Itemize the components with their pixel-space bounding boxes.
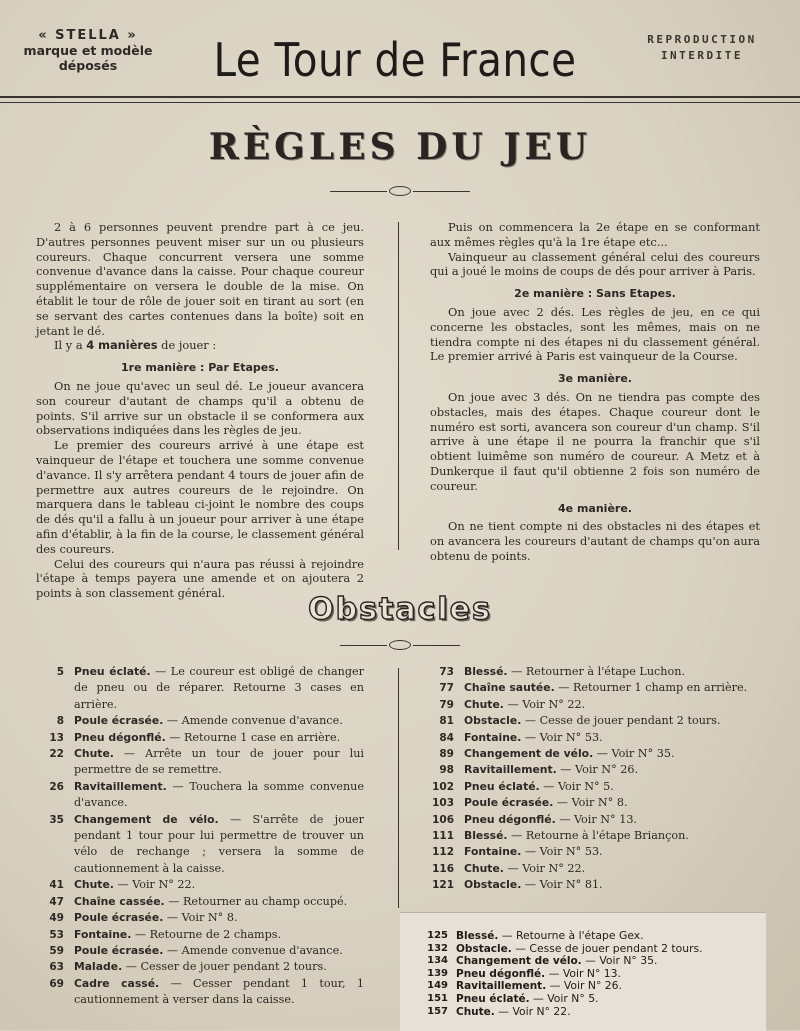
obstacle-effect: — S'arrête de jouer pendant 1 tour pour lui permettre de trouver un vélo de rechange ; versera la somme de cautionnement à la caisse. bbox=[74, 812, 365, 875]
obstacle-description bbox=[64, 943, 364, 959]
obstacle-description bbox=[454, 680, 774, 696]
obstacles-left-list bbox=[12, 664, 364, 1009]
obstacle-description bbox=[454, 812, 774, 828]
rules-paragraph bbox=[36, 338, 364, 353]
obstacle-description bbox=[454, 746, 774, 762]
rules-text: Il y a bbox=[54, 338, 87, 353]
obstacle-effect: — Voir N° 22. bbox=[117, 878, 196, 892]
obstacle-item bbox=[404, 762, 774, 778]
manner-heading-1: 1re manière : Par Etapes. bbox=[121, 361, 279, 375]
obstacle-effect: — Voir N° 35. bbox=[596, 747, 675, 761]
brand-line-1: marque et modèle bbox=[23, 43, 153, 58]
obstacle-description bbox=[64, 730, 364, 746]
rules-paragraph: Le premier des coureurs arrivé à une étape est vainqueur de l'étape et touchera une somme convenue d'avance. Il s'y arrêtera pendant 4 tours de jouer afin de permettre aux autres coureurs de le rejoindre. On marquera dans le tableau ci-joint le nombre des coups de dés qu'il a fallu à un joueur pour arriver à une étape afin d'établir, à la fin de la course, le classement général des coureurs. bbox=[36, 438, 364, 556]
obstacle-number: 134 bbox=[427, 955, 448, 967]
obstacle-effect: — Voir N° 8. bbox=[556, 796, 628, 810]
obstacle-description bbox=[448, 1006, 748, 1019]
obstacle-effect: — Voir N° 35. bbox=[585, 954, 658, 968]
obstacle-effect: — Retourne de 2 champs. bbox=[134, 927, 282, 941]
rules-paragraph: 2 à 6 personnes peuvent prendre part à ce jeu. D'autres personnes peuvent miser sur un ou plusieurs coureurs. Chaque concurrent versera une somme convenue d'avance dans la caisse. Pour chaque coureur supplémentaire on versera le double de la mise. On établit le tour de rôle de jouer soit en tirant au sort (en se servant des cartes contenues dans la boîte) soit en jetant le dé. bbox=[36, 220, 364, 338]
obstacle-name: Fontaine. bbox=[464, 730, 522, 744]
obstacle-description bbox=[64, 713, 364, 729]
obstacle-description bbox=[64, 894, 364, 910]
obstacle-number: 106 bbox=[432, 813, 454, 826]
obstacles-column-divider bbox=[398, 668, 399, 908]
rules-paragraph: Celui des coureurs qui n'aura pas réussi à rejoindre l'étape à temps payera une amende et on ajoutera 2 points à son classement général. bbox=[36, 556, 364, 601]
obstacle-effect: — Cesser pendant 1 tour, 1 cautionnement à verser dans la caisse. bbox=[74, 976, 365, 1007]
obstacle-description bbox=[448, 993, 748, 1006]
obstacle-item bbox=[12, 713, 364, 729]
obstacle-description bbox=[454, 844, 774, 860]
rules-heading: RÈGLES DU JEU bbox=[208, 126, 592, 168]
reproduction-line-1: REPRODUCTION bbox=[647, 33, 757, 46]
obstacle-number: 49 bbox=[49, 912, 64, 925]
obstacle-name: Ravitaillement. bbox=[456, 980, 547, 993]
obstacle-number: 157 bbox=[427, 1005, 448, 1017]
obstacle-item bbox=[12, 779, 364, 812]
obstacle-number: 84 bbox=[439, 731, 454, 744]
rules-paragraph: Vainqueur au classement général celui des coureurs qui a joué le moins de coups de dés pour arriver à Paris. bbox=[430, 249, 760, 279]
obstacles-right-list bbox=[404, 664, 774, 894]
obstacle-item bbox=[404, 812, 774, 828]
obstacle-name: Poule écrasée. bbox=[74, 911, 164, 925]
obstacle-name: Pneu éclaté. bbox=[74, 665, 151, 678]
obstacle-item bbox=[404, 680, 774, 696]
obstacle-item bbox=[404, 795, 774, 811]
obstacle-number: 5 bbox=[56, 666, 64, 678]
obstacle-number: 125 bbox=[427, 930, 448, 941]
obstacle-effect: — Voir N° 13. bbox=[548, 966, 621, 980]
obstacle-effect: — Voir N° 13. bbox=[559, 812, 637, 826]
obstacle-item bbox=[12, 927, 364, 943]
rules-paragraph: On ne tient compte ni des obstacles ni des étapes et on avancera les coureurs d'autant de champs qu'on aura obtenu de points. bbox=[430, 519, 760, 563]
obstacle-number: 149 bbox=[427, 980, 448, 992]
obstacle-number: 47 bbox=[49, 895, 64, 908]
obstacle-name: Pneu dégonflé. bbox=[74, 730, 166, 744]
obstacle-item bbox=[12, 976, 364, 1009]
obstacle-description bbox=[454, 795, 774, 811]
obstacle-number: 102 bbox=[432, 780, 454, 793]
obstacle-effect: — Retourner 1 champ en arrière. bbox=[558, 681, 748, 695]
obstacle-number: 77 bbox=[439, 682, 454, 695]
obstacle-name: Pneu éclaté. bbox=[464, 779, 540, 793]
obstacle-name: Obstacle. bbox=[464, 878, 522, 892]
obstacle-description bbox=[454, 828, 774, 844]
obstacle-item bbox=[12, 746, 364, 779]
obstacle-number: 8 bbox=[56, 715, 64, 728]
obstacle-effect: — Retourner au champ occupé. bbox=[168, 894, 348, 908]
obstacle-name: Pneu éclaté. bbox=[456, 992, 530, 1005]
obstacle-effect: — Voir N° 5. bbox=[533, 991, 599, 1005]
obstacle-number: 81 bbox=[439, 715, 454, 728]
obstacle-number: 116 bbox=[432, 862, 454, 875]
header-rule bbox=[0, 96, 800, 103]
obstacle-item bbox=[12, 730, 364, 746]
obstacle-description bbox=[454, 697, 774, 713]
obstacle-description bbox=[64, 927, 364, 943]
obstacle-description bbox=[454, 877, 774, 893]
obstacle-description bbox=[454, 779, 774, 795]
obstacle-description bbox=[64, 746, 364, 779]
obstacle-item bbox=[408, 1006, 748, 1019]
obstacle-effect: — Voir N° 26. bbox=[560, 763, 639, 777]
rules-left-column bbox=[36, 220, 364, 601]
obstacle-item bbox=[404, 730, 774, 746]
obstacle-name: Fontaine. bbox=[464, 845, 522, 859]
obstacle-item bbox=[404, 746, 774, 762]
ornament-knot-icon bbox=[389, 640, 411, 650]
obstacle-effect: — Retourne 1 case en arrière. bbox=[169, 730, 341, 744]
obstacle-effect: — Voir N° 8. bbox=[166, 911, 238, 925]
obstacle-number: 89 bbox=[439, 748, 454, 761]
obstacle-name: Chute. bbox=[74, 747, 114, 761]
ornament-knot-icon bbox=[389, 186, 411, 196]
obstacle-item bbox=[404, 697, 774, 713]
obstacle-item bbox=[404, 861, 774, 877]
obstacle-name: Ravitaillement. bbox=[464, 763, 557, 777]
obstacle-name: Chute. bbox=[74, 878, 114, 892]
obstacle-item bbox=[404, 844, 774, 860]
obstacle-description bbox=[454, 762, 774, 778]
rules-right-column bbox=[430, 220, 760, 564]
obstacle-item bbox=[12, 664, 364, 713]
obstacle-name: Blessé. bbox=[464, 665, 508, 678]
obstacle-name: Poule écrasée. bbox=[74, 714, 164, 728]
obstacle-number: 35 bbox=[49, 813, 64, 826]
brand-name: « STELLA » bbox=[38, 28, 138, 43]
obstacle-number: 112 bbox=[432, 846, 454, 859]
brand-block bbox=[8, 28, 168, 73]
obstacle-item bbox=[12, 812, 364, 878]
obstacle-description bbox=[64, 976, 364, 1009]
rules-paragraph: Puis on commencera la 2e étape en se conformant aux mêmes règles qu'à la 1re étape etc... bbox=[430, 220, 760, 249]
obstacle-description bbox=[64, 959, 364, 975]
obstacle-number: 79 bbox=[439, 698, 454, 711]
obstacle-name: Changement de vélo. bbox=[456, 955, 582, 968]
obstacle-effect: — Retourne à l'étape Briançon. bbox=[511, 829, 689, 843]
rules-ornament bbox=[330, 186, 470, 196]
obstacle-name: Obstacle. bbox=[456, 942, 512, 955]
obstacle-item bbox=[408, 943, 748, 956]
obstacle-effect: — Voir N° 26. bbox=[549, 979, 622, 993]
obstacle-description bbox=[454, 861, 774, 877]
obstacle-effect: — Cesse de jouer pendant 2 tours. bbox=[524, 714, 721, 728]
obstacle-item bbox=[12, 910, 364, 926]
obstacle-number: 13 bbox=[49, 731, 64, 744]
obstacle-effect: — Voir N° 53. bbox=[524, 845, 603, 859]
obstacle-effect: — Cesse de jouer pendant 2 tours. bbox=[515, 941, 703, 955]
rules-paragraph: On joue avec 3 dés. On ne tiendra pas compte des obstacles, mais des étapes. Chaque coureur dont le numéro est sorti, avancera son coureur d'un champ. S'il arrive à une étape il ne pourra la franchir que s'il obtient luimême son numéro de coureur. A Metz et à Dunkerque il faut qu'il obtienne 2 fois son numéro de coureur. bbox=[430, 389, 760, 493]
obstacle-name: Poule écrasée. bbox=[464, 796, 554, 810]
reproduction-notice bbox=[612, 32, 792, 64]
obstacle-effect: — Voir N° 81. bbox=[524, 878, 603, 892]
obstacle-number: 132 bbox=[427, 942, 448, 954]
obstacle-name: Changement de vélo. bbox=[464, 747, 594, 761]
obstacle-item bbox=[12, 943, 364, 959]
obstacle-effect: — Arrête un tour de jouer pour lui permettre de se remettre. bbox=[74, 747, 364, 777]
obstacle-description bbox=[454, 713, 774, 729]
obstacle-effect: — Amende convenue d'avance. bbox=[166, 714, 343, 728]
obstacle-name: Ravitaillement. bbox=[74, 779, 167, 793]
obstacle-name: Chute. bbox=[456, 1005, 495, 1018]
obstacle-effect: — Voir N° 22. bbox=[498, 1004, 571, 1018]
obstacle-name: Changement de vélo. bbox=[74, 812, 219, 826]
obstacle-effect: — Voir N° 22. bbox=[507, 861, 586, 875]
obstacle-name: Blessé. bbox=[464, 829, 508, 843]
obstacle-item bbox=[404, 664, 774, 680]
obstacle-number: 111 bbox=[432, 830, 454, 843]
obstacle-effect: — Retourner à l'étape Luchon. bbox=[511, 665, 686, 678]
obstacle-description bbox=[64, 910, 364, 926]
obstacle-name: Fontaine. bbox=[74, 927, 132, 941]
obstacle-name: Pneu dégonflé. bbox=[464, 812, 556, 826]
obstacle-number: 73 bbox=[439, 666, 454, 678]
pasted-obstacles-list bbox=[408, 930, 748, 1018]
rules-column-divider bbox=[398, 222, 399, 550]
obstacle-number: 103 bbox=[432, 797, 454, 810]
obstacle-description bbox=[454, 730, 774, 746]
obstacle-effect: — Touchera la somme convenue d'avance. bbox=[74, 779, 365, 810]
obstacle-name: Chaîne cassée. bbox=[74, 894, 165, 908]
obstacle-name: Chute. bbox=[464, 861, 504, 875]
obstacle-number: 22 bbox=[49, 748, 64, 761]
obstacle-description bbox=[64, 664, 364, 713]
obstacle-effect: — Cesser de jouer pendant 2 tours. bbox=[125, 960, 327, 974]
obstacle-number: 139 bbox=[427, 967, 448, 979]
obstacle-number: 121 bbox=[432, 879, 454, 892]
obstacle-item bbox=[12, 959, 364, 975]
obstacle-name: Chaîne sautée. bbox=[464, 681, 555, 695]
rules-paragraph: On ne joue qu'avec un seul dé. Le joueur avancera son coureur d'autant de champs qu'il a obtenu de points. S'il arrive sur un obstacle il se conformera aux observations indiquées dans les règles de jeu. bbox=[36, 378, 364, 438]
obstacle-effect: — Voir N° 22. bbox=[507, 697, 586, 711]
obstacle-description bbox=[64, 812, 364, 878]
obstacle-item bbox=[404, 779, 774, 795]
obstacle-number: 53 bbox=[49, 928, 64, 941]
obstacle-item bbox=[12, 877, 364, 893]
obstacle-effect: — Le coureur est obligé de changer de pneu ou de réparer. Retourne 3 cases en arrière. bbox=[74, 665, 364, 711]
obstacle-number: 98 bbox=[439, 764, 454, 777]
obstacle-description bbox=[64, 779, 364, 812]
rules-paragraph: On joue avec 2 dés. Les règles de jeu, en ce qui concerne les obstacles, sont les mêmes, mais on ne tiendra compte ni des étapes ni du classement général. Le premier arrivé à Paris est vainqueur de la Course. bbox=[430, 304, 760, 364]
obstacle-name: Cadre cassé. bbox=[74, 976, 160, 990]
manner-heading-2: 2e manière : Sans Etapes. bbox=[514, 287, 676, 301]
obstacles-ornament bbox=[340, 640, 460, 650]
obstacle-item bbox=[404, 828, 774, 844]
brand-line-2: déposés bbox=[58, 58, 118, 73]
obstacle-description bbox=[64, 877, 364, 893]
obstacle-name: Obstacle. bbox=[464, 714, 522, 728]
manner-heading-4: 4e manière. bbox=[558, 501, 632, 515]
obstacle-number: 59 bbox=[49, 944, 64, 957]
obstacle-number: 69 bbox=[49, 977, 64, 990]
manner-heading-3: 3e manière. bbox=[558, 372, 632, 386]
obstacle-item bbox=[408, 993, 748, 1006]
obstacle-name: Poule écrasée. bbox=[74, 943, 164, 957]
obstacle-name: Chute. bbox=[464, 697, 504, 711]
rules-emphasis: 4 manières bbox=[86, 338, 158, 353]
obstacle-effect: — Voir N° 5. bbox=[543, 779, 614, 793]
obstacle-description bbox=[454, 664, 774, 680]
obstacle-number: 41 bbox=[49, 879, 64, 892]
obstacle-item bbox=[404, 713, 774, 729]
obstacle-item bbox=[404, 877, 774, 893]
obstacle-name: Pneu dégonflé. bbox=[456, 967, 546, 980]
obstacle-name: Malade. bbox=[74, 960, 123, 974]
obstacle-name: Blessé. bbox=[456, 930, 499, 942]
obstacle-number: 26 bbox=[49, 780, 64, 793]
rules-text: de jouer : bbox=[157, 338, 217, 353]
obstacle-number: 151 bbox=[427, 992, 448, 1004]
reproduction-line-2: INTERDITE bbox=[660, 49, 744, 62]
obstacle-effect: — Amende convenue d'avance. bbox=[166, 943, 343, 957]
obstacle-effect: — Voir N° 53. bbox=[524, 730, 603, 744]
obstacle-effect: — Retourne à l'étape Gex. bbox=[501, 929, 644, 942]
page-title: Le Tour de France bbox=[213, 33, 577, 87]
obstacle-item bbox=[12, 894, 364, 910]
obstacle-number: 63 bbox=[49, 961, 64, 974]
obstacles-heading: Obstacles bbox=[308, 592, 492, 627]
